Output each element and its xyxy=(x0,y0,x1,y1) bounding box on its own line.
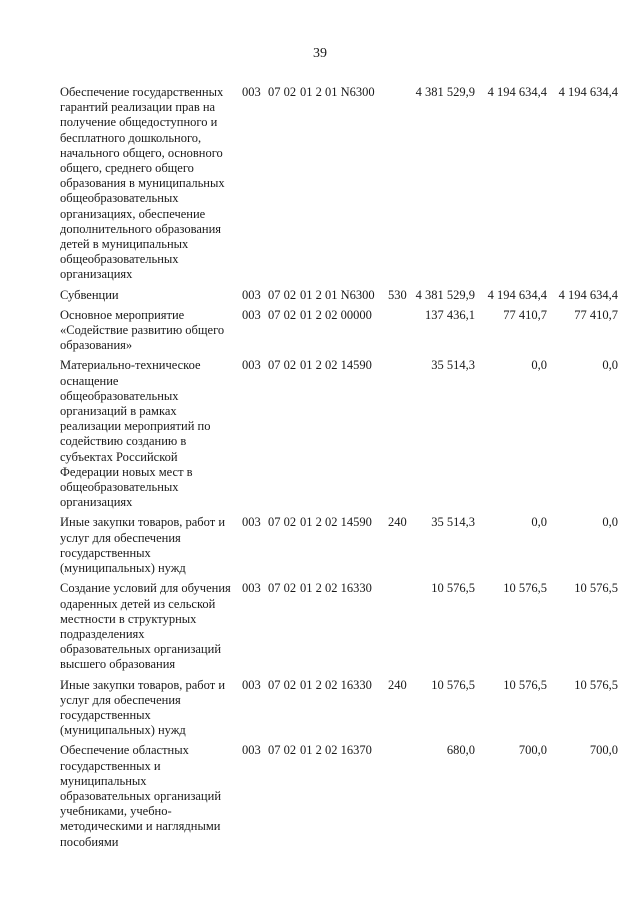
amount-year-2: 77 410,7 xyxy=(503,307,547,322)
amount-year-1: 680,0 xyxy=(446,743,475,758)
ministry-code: 003 xyxy=(242,515,261,530)
target-code: 01 2 02 16370 xyxy=(300,743,372,758)
amount-year-3: 0,0 xyxy=(602,358,618,373)
page-number: 39 xyxy=(313,46,327,61)
expense-type-code: 240 xyxy=(388,515,407,530)
target-code: 01 2 01 N6300 xyxy=(300,85,375,99)
amount-year-2: 4 194 634,4 xyxy=(487,85,547,99)
section-code: 07 02 xyxy=(268,287,297,302)
table-row xyxy=(60,743,620,849)
ministry-code: 003 xyxy=(242,307,261,322)
section-code: 07 02 xyxy=(268,307,297,322)
amount-year-1: 4 381 529,9 xyxy=(415,287,475,302)
amount-year-1: 10 576,5 xyxy=(431,581,475,596)
ministry-code: 003 xyxy=(242,581,261,596)
amount-year-2: 10 576,5 xyxy=(503,581,547,596)
amount-year-1: 137 436,1 xyxy=(425,307,475,322)
row-name: Материально-техническое оснащение общеобразовательных организаций в рамках реализации мероприятий по содействию созданию в субъектах Российской Федерации новых мест в общеобразовательных организациях xyxy=(60,358,211,510)
row-name: Основное мероприятие «Содействие развитию общего образования» xyxy=(60,307,225,353)
amount-year-1: 35 514,3 xyxy=(431,515,475,530)
amount-year-2: 4 194 634,4 xyxy=(487,287,547,302)
row-name: Создание условий для обучения одаренных детей из сельской местности в структурных подразделениях образовательных организаций высшего образования xyxy=(60,581,231,672)
target-code: 01 2 02 16330 xyxy=(300,581,372,596)
section-code: 07 02 xyxy=(268,677,297,692)
ministry-code: 003 xyxy=(242,287,261,302)
section-code: 07 02 xyxy=(268,358,297,373)
amount-year-2: 10 576,5 xyxy=(503,677,547,692)
target-code: 01 2 02 16330 xyxy=(300,677,372,692)
section-code: 07 02 xyxy=(268,743,297,758)
amount-year-2: 700,0 xyxy=(518,743,547,758)
amount-year-3: 4 194 634,4 xyxy=(558,287,618,302)
amount-year-3: 700,0 xyxy=(589,743,618,758)
amount-year-3: 10 576,5 xyxy=(574,581,618,596)
ministry-code: 003 xyxy=(242,743,261,758)
amount-year-2: 0,0 xyxy=(531,515,547,530)
expense-type-code: 240 xyxy=(388,677,407,692)
table-row xyxy=(60,288,620,303)
ministry-code: 003 xyxy=(242,358,261,373)
ministry-code: 003 xyxy=(242,85,261,99)
section-code: 07 02 xyxy=(268,515,297,530)
target-code: 01 2 02 14590 xyxy=(300,515,372,530)
row-name: Обеспечение областных государственных и муниципальных образовательных организаций учебниками, учебно-методическими и наглядными пособиями xyxy=(60,743,222,849)
row-name: Иные закупки товаров, работ и услуг для обеспечения государственных (муниципальных) нужд xyxy=(60,515,226,576)
amount-year-3: 10 576,5 xyxy=(574,677,618,692)
row-name: Субвенции xyxy=(60,287,119,302)
table-row xyxy=(60,515,620,576)
table-row xyxy=(60,678,620,739)
ministry-code: 003 xyxy=(242,677,261,692)
row-name: Обеспечение государственных гарантий реализации прав на получение общедоступного и бесплатного дошкольного, начального общего, основного общего, среднего общего образования в муниципальных общеобразовательных организациях, обеспечение дополнительного образования детей в муниципальных общеобразовательных организациях xyxy=(60,85,225,282)
amount-year-3: 77 410,7 xyxy=(574,307,618,322)
section-code: 07 02 xyxy=(268,85,297,99)
expense-type-code: 530 xyxy=(388,287,407,302)
table-row xyxy=(60,308,620,354)
table-row xyxy=(60,85,620,283)
table-row xyxy=(60,358,620,510)
amount-year-2: 0,0 xyxy=(531,358,547,373)
budget-table xyxy=(60,85,620,850)
amount-year-1: 10 576,5 xyxy=(431,677,475,692)
amount-year-3: 4 194 634,4 xyxy=(558,85,618,99)
amount-year-1: 4 381 529,9 xyxy=(415,85,475,99)
target-code: 01 2 02 14590 xyxy=(300,358,372,373)
target-code: 01 2 01 N6300 xyxy=(300,287,375,302)
amount-year-3: 0,0 xyxy=(602,515,618,530)
table-row xyxy=(60,581,620,672)
target-code: 01 2 02 00000 xyxy=(300,307,372,322)
section-code: 07 02 xyxy=(268,581,297,596)
row-name: Иные закупки товаров, работ и услуг для обеспечения государственных (муниципальных) нужд xyxy=(60,677,226,738)
amount-year-1: 35 514,3 xyxy=(431,358,475,373)
